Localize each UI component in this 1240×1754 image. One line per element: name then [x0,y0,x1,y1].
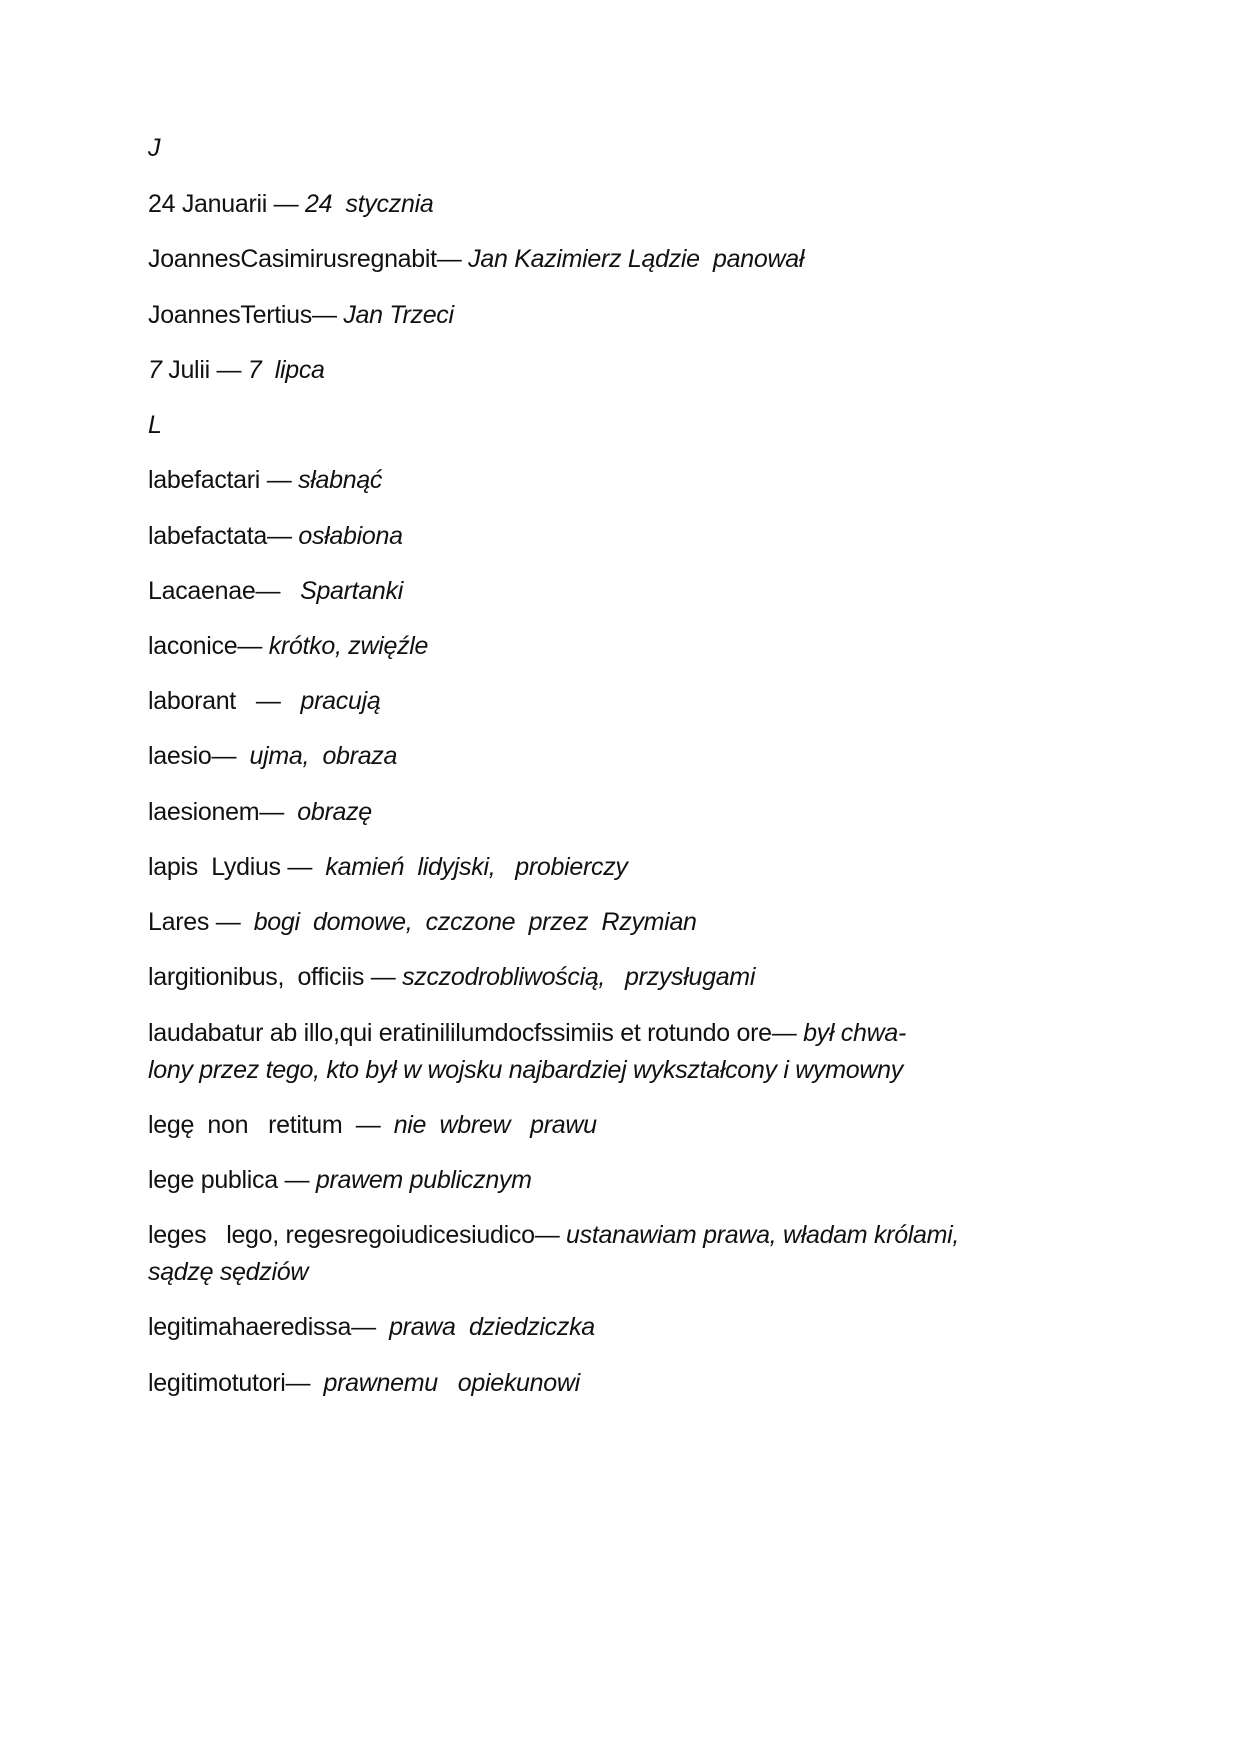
latin-term: Lares [148,908,216,936]
polish-translation: kamień lidyjski, probierczy [325,853,628,881]
entry-line [148,686,380,716]
entry-line [148,465,382,495]
latin-term: laborant [148,687,256,715]
latin-term: laconice [148,632,238,660]
entry-line [148,1368,580,1398]
dash-separator: — [284,1166,316,1194]
polish-translation: prawnemu opiekunowi [323,1369,580,1397]
polish-translation: lony przez tego, kto był w wojsku najbardziej wykształcony i wymowny [148,1056,903,1084]
entry-line [148,244,804,274]
entry-line [148,355,325,385]
polish-translation: szczodrobliwością, przysługami [402,963,756,991]
dash-separator: — [287,853,326,881]
entry-line [148,1018,906,1048]
polish-translation: Spartanki [300,577,403,605]
latin-term: Lacaenae [148,577,256,605]
polish-translation: sądzę sędziów [148,1258,309,1286]
dash-separator: — [237,632,269,660]
polish-translation: ustanawiam prawa, władam królami, [566,1221,960,1249]
polish-translation: pracują [300,687,381,715]
dash-separator: — [259,798,298,826]
polish-translation: bogi domowe, czczone przez Rzymian [253,908,697,936]
polish-translation: osłabiona [298,522,403,550]
polish-translation: 7 [148,356,162,384]
polish-translation: prawem publicznym [315,1166,532,1194]
dash-separator: — [285,1369,324,1397]
entry-line [148,907,697,937]
entry-line [148,852,628,882]
dash-separator: — [311,301,344,329]
dash-separator: — [351,1313,390,1341]
entry-line [148,797,372,827]
letter-heading: L [148,411,162,439]
latin-term: Julii — [161,356,248,384]
entry-line [148,1165,532,1195]
polish-translation: 24 stycznia [305,190,434,218]
dash-separator: — [211,742,250,770]
latin-term: laesio [148,742,212,770]
latin-term: lapis Lydius [148,853,288,881]
polish-translation: obrazę [297,798,372,826]
polish-translation: krótko, zwięźle [268,632,429,660]
polish-translation: prawa dziedziczka [389,1313,595,1341]
dash-separator: — [267,522,299,550]
latin-term: JoannesCasimirusregnabit [148,245,437,273]
polish-translation: słabnąć [298,466,383,494]
entry-line [148,741,397,771]
latin-term: legitimotutori [148,1369,286,1397]
dash-separator: — [355,1111,394,1139]
polish-translation: Jan Trzeci [343,301,454,329]
latin-term: labefactari [148,466,267,494]
entry-line [148,576,403,606]
latin-term: lege publica [148,1166,285,1194]
section-letter-l [148,410,162,440]
polish-translation: Jan Kazimierz Lądzie panował [468,245,805,273]
polish-translation: 7 lipca [247,356,325,384]
latin-term: JoannesTertius [148,301,312,329]
latin-term: labefactata [148,522,268,550]
entry-continuation [148,1257,308,1287]
dash-separator: — [534,1221,567,1249]
dash-separator: — [273,190,306,218]
section-letter-j [148,133,160,163]
dash-separator: — [771,1019,804,1047]
latin-term: laudabatur ab illo,qui eratinililumdocfssimiis et rotundo ore [148,1019,772,1047]
latin-term: legę non retitum [148,1111,356,1139]
dash-separator: — [255,577,301,605]
dash-separator: — [370,963,403,991]
latin-term: 24 Januarii [148,190,274,218]
dash-separator: — [255,687,301,715]
entry-line [148,962,755,992]
dash-separator: — [436,245,469,273]
entry-line [148,1312,595,1342]
latin-term: legitimahaeredissa [148,1313,352,1341]
entry-line [148,1110,597,1140]
entry-line [148,1220,959,1250]
polish-translation: ujma, obraza [249,742,398,770]
polish-translation: nie wbrew prawu [393,1111,597,1139]
dash-separator: — [266,466,299,494]
entry-line [148,300,454,330]
entry-continuation [148,1055,903,1085]
latin-term: laesionem [148,798,260,826]
entry-line [148,631,428,661]
polish-translation: był chwa- [803,1019,906,1047]
latin-term: leges lego, regesregoiudicesiudico [148,1221,535,1249]
entry-line [148,189,433,219]
letter-heading: J [148,134,161,162]
dash-separator: — [215,908,254,936]
entry-line [148,521,403,551]
latin-term: largitionibus, officiis [148,963,371,991]
